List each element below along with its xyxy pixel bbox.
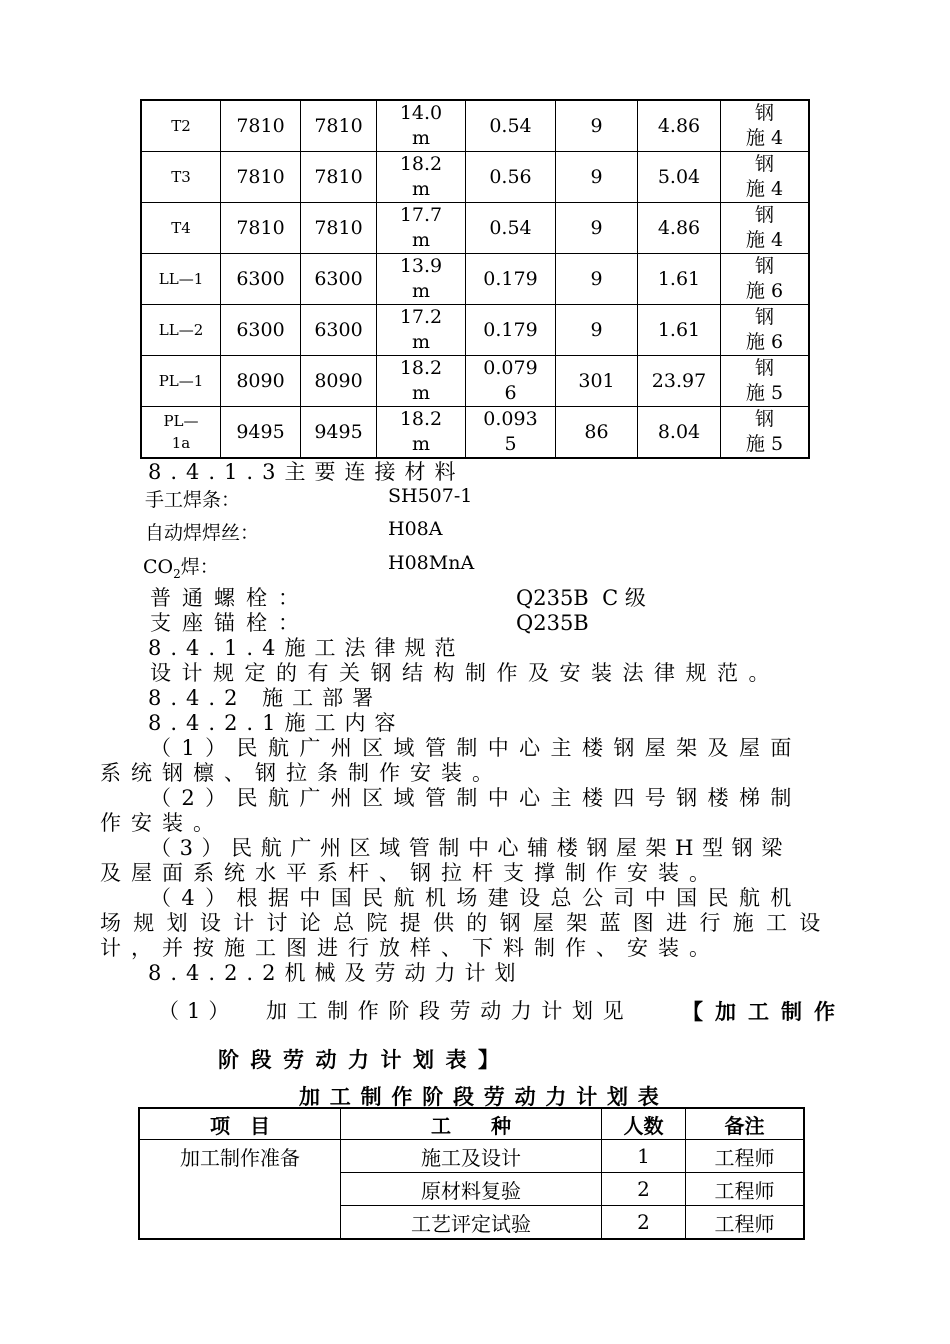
spec-cell: 6300: [221, 254, 301, 305]
section-8-4-1-3-heading: 8.4.1.3主要连接材料: [148, 460, 465, 484]
spec-cell: 9: [556, 152, 638, 203]
spec-cell: 18.2 m: [377, 152, 466, 203]
table-row: [141, 152, 809, 203]
labor-note-cell: 工程师: [686, 1140, 805, 1173]
spec-cell: 9495: [301, 407, 377, 459]
work-item-3-line1: （3）民航广州区域管制中心辅楼钢屋架H型钢梁: [150, 836, 791, 860]
labor-header-type: 工 种: [341, 1108, 602, 1140]
spec-cell: 8.04: [638, 407, 721, 459]
material-label-co2: [143, 552, 219, 581]
spec-cell: 0.56: [466, 152, 556, 203]
section-8-4-2-2-heading: 8.4.2.2机械及劳动力计划: [148, 961, 525, 985]
spec-cell: LL—1: [141, 254, 221, 305]
labor-header-item: 项 目: [139, 1108, 341, 1140]
spec-cell: 6300: [301, 254, 377, 305]
spec-cell: 13.9 m: [377, 254, 466, 305]
labor-count-cell: 2: [602, 1206, 686, 1240]
work-item-1-line1: （1）民航广州区域管制中心主楼钢屋架及屋面: [150, 736, 802, 760]
labor-note-cell: 工程师: [686, 1206, 805, 1240]
section-8-4-2-1-heading: 8.4.2.1施工内容: [148, 711, 405, 735]
spec-cell: 9: [556, 203, 638, 254]
labor-type-cell: 原材料复验: [341, 1173, 602, 1206]
spec-cell: 9: [556, 254, 638, 305]
spec-cell: 9: [556, 100, 638, 152]
material-value-co2: H08MnA: [388, 552, 475, 574]
spec-cell: 7810: [221, 152, 301, 203]
labor-table-title: 加工制作阶段劳动力计划表: [299, 1084, 669, 1109]
spec-cell: 钢 施 6: [721, 305, 810, 356]
spec-cell: T3: [141, 152, 221, 203]
spec-cell: 18.2 m: [377, 356, 466, 407]
material-label-anchor: 支座锚栓：: [150, 611, 310, 635]
spec-cell: 0.54: [466, 203, 556, 254]
spec-cell: 钢 施 4: [721, 152, 810, 203]
table-row: [141, 356, 809, 407]
spec-cell: 9495: [221, 407, 301, 459]
spec-cell: 0.079 6: [466, 356, 556, 407]
table-row: [141, 305, 809, 356]
spec-cell: 0.179: [466, 254, 556, 305]
section-8-4-1-4-heading: 8.4.1.4施工法律规范: [148, 636, 465, 660]
spec-cell: 1.61: [638, 305, 721, 356]
labor-plan-prefix: （1）: [158, 999, 238, 1023]
labor-plan-text: 加工制作阶段劳动力计划见: [266, 999, 634, 1023]
spec-cell: 8090: [301, 356, 377, 407]
spec-cell: 7810: [221, 100, 301, 152]
work-item-2-line2: 作安装。: [100, 811, 224, 835]
spec-cell: 1.61: [638, 254, 721, 305]
spec-cell: 钢 施 6: [721, 254, 810, 305]
spec-cell: 钢 施 5: [721, 356, 810, 407]
material-value-anchor: Q235B: [516, 611, 589, 635]
material-label-auto-wire: 自动焊焊丝：: [145, 522, 260, 544]
section-8-4-2-heading: 8.4.2 施工部署: [148, 686, 383, 710]
work-item-2-line1: （2）民航广州区域管制中心主楼四号钢楼梯制: [150, 786, 802, 810]
spec-cell: T4: [141, 203, 221, 254]
spec-cell: 7810: [301, 203, 377, 254]
labor-type-cell: 施工及设计: [341, 1140, 602, 1173]
material-value-auto-wire: H08A: [388, 518, 443, 540]
spec-cell: 17.7 m: [377, 203, 466, 254]
spec-cell: 7810: [301, 100, 377, 152]
spec-cell: 17.2 m: [377, 305, 466, 356]
spec-cell: 钢 施 5: [721, 407, 810, 459]
labor-group-cell: 加工制作准备: [139, 1140, 341, 1240]
spec-cell: 6300: [221, 305, 301, 356]
spec-cell: 7810: [301, 152, 377, 203]
material-value-manual-electrode: SH507-1: [388, 485, 473, 507]
spec-cell: 钢 施 4: [721, 100, 810, 152]
table-row: [141, 100, 809, 152]
spec-cell: 0.54: [466, 100, 556, 152]
spec-cell: LL—2: [141, 305, 221, 356]
labor-plan-ref-b: 阶段劳动力计划表】: [218, 1047, 511, 1072]
co2-suffix: 焊：: [180, 556, 219, 578]
spec-cell: PL—1: [141, 356, 221, 407]
work-item-3-line2: 及屋面系统水平系杆、钢拉杆支撑制作安装。: [100, 861, 720, 885]
co2-subscript: 2: [173, 566, 181, 581]
spec-cell: 钢 施 4: [721, 203, 810, 254]
material-label-bolt: 普通螺栓：: [150, 586, 310, 610]
spec-cell: 6300: [301, 305, 377, 356]
labor-count-cell: 2: [602, 1173, 686, 1206]
spec-table: [140, 99, 810, 459]
spec-cell: 23.97: [638, 356, 721, 407]
labor-header-count: 人数: [602, 1108, 686, 1140]
labor-plan-ref-a: 【加工制作: [682, 999, 847, 1024]
work-item-1-line2: 系统钢檩、钢拉条制作安装。: [100, 761, 503, 785]
work-item-4-line3: 计，并按施工图进行放样、下料制作、安装。: [100, 936, 720, 960]
table-row: [141, 407, 809, 459]
labor-count-cell: 1: [602, 1140, 686, 1173]
spec-cell: 0.093 5: [466, 407, 556, 459]
table-row: [141, 254, 809, 305]
spec-cell: 4.86: [638, 100, 721, 152]
labor-header-note: 备注: [686, 1108, 805, 1140]
spec-cell: 7810: [221, 203, 301, 254]
labor-type-cell: 工艺评定试验: [341, 1206, 602, 1240]
spec-cell: 0.179: [466, 305, 556, 356]
spec-cell: 5.04: [638, 152, 721, 203]
section-8-4-1-4-text: 设计规定的有关钢结构制作及安装法律规范。: [150, 661, 780, 685]
co2-prefix: CO: [143, 556, 174, 578]
labor-note-cell: 工程师: [686, 1173, 805, 1206]
material-value-bolt: Q235B C 级: [516, 586, 646, 610]
material-label-manual-electrode: 手工焊条：: [145, 489, 241, 511]
spec-cell: 8090: [221, 356, 301, 407]
table-row: [141, 203, 809, 254]
table-row: [139, 1140, 804, 1173]
spec-cell: 301: [556, 356, 638, 407]
labor-table-header-row: [139, 1108, 804, 1140]
labor-table: [138, 1107, 805, 1240]
spec-cell: 14.0 m: [377, 100, 466, 152]
spec-cell: 86: [556, 407, 638, 459]
spec-cell: T2: [141, 100, 221, 152]
work-item-4-line1: （4）根据中国民航机场建设总公司中国民航机: [150, 886, 802, 910]
spec-cell: 18.2 m: [377, 407, 466, 459]
spec-table-body: [141, 100, 809, 458]
spec-cell: 4.86: [638, 203, 721, 254]
work-item-4-line2: 场规划设计讨论总院提供的钢屋架蓝图进行施工设: [100, 911, 833, 935]
spec-cell: 9: [556, 305, 638, 356]
spec-cell: PL— 1a: [141, 407, 221, 459]
